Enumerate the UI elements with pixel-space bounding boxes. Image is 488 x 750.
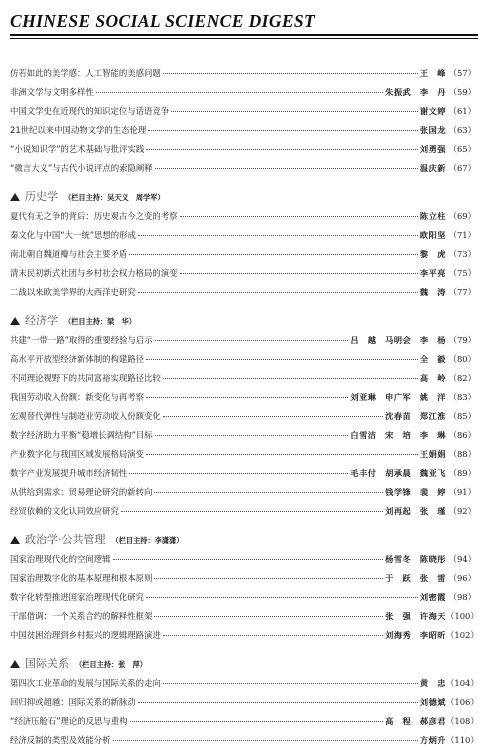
article-author: 吕 越 马明会 李 杨 <box>350 335 446 345</box>
article-author: 李平亮 <box>419 268 446 278</box>
masthead-title: CHINESE SOCIAL SCIENCE DIGEST <box>10 11 316 31</box>
article-title: 干部借调：一个关系合约的解释性框架 <box>10 611 153 621</box>
dot-leader <box>154 492 383 493</box>
article-title: 宏观替代弹性与制造业劳动收入份额变化 <box>10 411 161 421</box>
article-title: 回归抑或超越：国际关系的新脉动 <box>10 697 136 707</box>
toc-entry[interactable] <box>10 712 479 731</box>
dot-leader <box>129 254 418 255</box>
article-title: 数字经济助力平衡“稳增长调结构”目标 <box>10 430 153 440</box>
toc-entry[interactable] <box>10 693 479 712</box>
page-number: （92） <box>448 506 476 516</box>
article-author: 刘德斌 <box>419 697 446 707</box>
section-heading <box>10 650 476 674</box>
article-author: 王 峰 <box>419 68 446 78</box>
page-number: （59） <box>448 87 476 97</box>
toc-entry[interactable] <box>10 445 476 464</box>
page-number: （91） <box>448 487 476 497</box>
dot-leader <box>154 616 383 617</box>
article-author: 温庆新 <box>419 163 446 173</box>
article-author: 黎 虎 <box>419 249 446 259</box>
dot-leader <box>113 740 418 741</box>
toc-entry[interactable] <box>10 388 476 407</box>
toc-entry[interactable] <box>10 331 476 350</box>
dot-leader <box>113 559 384 560</box>
article-author: 刘亚琳 申广军 姚 洋 <box>350 392 446 402</box>
article-author: 魏 涛 <box>419 287 446 297</box>
article-title: 清末民初新式社团与乡村社会权力格局的演变 <box>10 268 178 278</box>
dot-leader <box>146 149 418 150</box>
article-title: 中国文学史在近现代的知识定位与话语竞争 <box>10 106 170 116</box>
article-title: 数字化转型推进国家治理现代化研究 <box>10 592 144 602</box>
triangle-bullet-icon <box>10 317 20 325</box>
toc-entry[interactable] <box>10 264 476 283</box>
page-number: （73） <box>448 249 476 259</box>
page-number: （83） <box>448 392 476 402</box>
toc-entry[interactable] <box>10 207 476 226</box>
section-name: 历史学 <box>25 190 58 203</box>
page-number: （88） <box>448 449 476 459</box>
dot-leader <box>163 683 418 684</box>
toc-entry[interactable] <box>10 550 476 569</box>
article-author: 刘勇强 <box>419 144 446 154</box>
toc-entry[interactable] <box>10 102 476 121</box>
page-number: （100） <box>446 611 479 621</box>
article-title: “微言大义”与古代小说评点的索隐阐释 <box>10 163 153 173</box>
article-title: 中国贫困治理到乡村振兴的逻辑理路演进 <box>10 630 161 640</box>
dot-leader <box>148 130 418 131</box>
article-title: 仿若如此的美学感：人工智能的美感问题 <box>10 68 161 78</box>
article-title: 高水平开放型经济新体制的构建路径 <box>10 354 144 364</box>
toc-entry[interactable] <box>10 464 476 483</box>
article-title: 国家治理现代化的空间逻辑 <box>10 554 111 564</box>
toc-entry[interactable] <box>10 607 479 626</box>
toc-entry[interactable] <box>10 140 476 159</box>
page-number: （106） <box>446 697 479 707</box>
article-author: 沈春苗 郑江淮 <box>385 411 446 421</box>
article-title: 不同理论视野下的共同富裕实现路径比较 <box>10 373 161 383</box>
dot-leader <box>129 473 348 474</box>
table-of-contents <box>10 64 479 750</box>
dot-leader <box>96 92 383 93</box>
section-heading <box>10 526 476 550</box>
article-title: 非洲文学与文明多样性 <box>10 87 94 97</box>
section-host: （栏目主持：张 萍） <box>75 660 147 669</box>
article-author: 张国龙 <box>419 125 446 135</box>
section-name: 经济学 <box>25 314 58 327</box>
dot-leader <box>138 702 418 703</box>
toc-entry[interactable] <box>10 283 476 302</box>
page-number: （94） <box>448 554 476 564</box>
section-name: 政治学·公共管理 <box>25 533 106 546</box>
dot-leader <box>138 292 418 293</box>
dot-leader <box>146 454 418 455</box>
dot-leader <box>163 73 418 74</box>
article-title: 数字产业发展提升城市经济韧性 <box>10 468 128 478</box>
toc-entry[interactable] <box>10 674 479 693</box>
section-name: 国际关系 <box>25 657 69 670</box>
page-number: （75） <box>448 268 476 278</box>
dot-leader <box>138 235 418 236</box>
dot-leader <box>180 216 418 217</box>
page-number: （67） <box>448 163 476 173</box>
dot-leader <box>146 597 418 598</box>
masthead-rule-thin <box>10 38 478 39</box>
page-number: （77） <box>448 287 476 297</box>
page-number: （86） <box>448 430 476 440</box>
article-author: 张 强 许海天 <box>385 611 446 621</box>
page-number: （89） <box>448 468 476 478</box>
masthead-rule <box>10 34 478 36</box>
toc-entry[interactable] <box>10 245 476 264</box>
page-number: （104） <box>446 678 479 688</box>
toc-entry[interactable] <box>10 731 479 750</box>
triangle-bullet-icon <box>10 536 20 544</box>
section-heading <box>10 183 476 207</box>
article-author: 刘海秀 李昭昕 <box>385 630 446 640</box>
article-title: 秦文化与中国“大一统”思想的形成 <box>10 230 136 240</box>
page-number: （65） <box>448 144 476 154</box>
page-number: （96） <box>448 573 476 583</box>
dot-leader <box>146 397 348 398</box>
article-author: 白雪洁 宋 培 李 琳 <box>350 430 446 440</box>
page-number: （63） <box>448 125 476 135</box>
section-host: （栏目主持：吴天义 周学军） <box>64 193 165 202</box>
article-title: 国家治理数字化的基本原理和根本原则 <box>10 573 153 583</box>
toc-entry[interactable] <box>10 83 476 102</box>
article-title: 产业数字化与我国区域发展格局演变 <box>10 449 144 459</box>
dot-leader <box>180 273 418 274</box>
page-number: （57） <box>448 68 476 78</box>
article-title: 夏代有无之争的背后：历史观古今之变的考察 <box>10 211 178 221</box>
article-author: 谢文婷 <box>419 106 446 116</box>
article-author: 高 程 郝彦君 <box>385 716 446 726</box>
article-title: “小说知识学”的艺术基础与批评实践 <box>10 144 145 154</box>
dot-leader <box>163 416 383 417</box>
article-author: 杨雪冬 陈晓彤 <box>385 554 446 564</box>
article-author: 朱振武 李 丹 <box>385 87 446 97</box>
toc-entry[interactable] <box>10 588 476 607</box>
article-title: 从供给到需求：贸易理论研究的新转向 <box>10 487 153 497</box>
article-title: 二战以来欧美学界的大西洋史研究 <box>10 287 136 297</box>
article-author: 黄 忠 <box>419 678 446 688</box>
article-author: 全 毅 <box>419 354 446 364</box>
article-title: 经贸依赖的文化认同效应研究 <box>10 506 119 516</box>
page-number: （102） <box>446 630 479 640</box>
article-title: 第四次工业革命的发展与国际关系的走向 <box>10 678 161 688</box>
masthead <box>10 10 478 39</box>
toc-entry[interactable] <box>10 407 476 426</box>
article-author: 刘再起 张 瑾 <box>385 506 446 516</box>
toc-entry[interactable] <box>10 502 476 521</box>
toc-entry[interactable] <box>10 426 476 445</box>
article-title: “经济压舱石”理论的反思与重构 <box>10 716 128 726</box>
toc-entry[interactable] <box>10 569 476 588</box>
toc-entry[interactable] <box>10 369 476 388</box>
article-author: 毛丰付 胡承晨 魏亚飞 <box>350 468 446 478</box>
article-title: 南北朝自魏道瓣与社会主要矛盾 <box>10 249 128 259</box>
page-number: （71） <box>448 230 476 240</box>
page-number: （69） <box>448 211 476 221</box>
dot-leader <box>155 435 349 436</box>
article-author: 刘密霞 <box>419 592 446 602</box>
article-author: 王娟娟 <box>419 449 446 459</box>
dot-leader <box>154 578 383 579</box>
article-title: 我国劳动收入份额：新变化与再考察 <box>10 392 144 402</box>
page-number: （80） <box>448 354 476 364</box>
section-heading <box>10 307 476 331</box>
page-number: （79） <box>448 335 476 345</box>
dot-leader <box>171 111 418 112</box>
page-number: （110） <box>446 735 479 745</box>
page-number: （98） <box>448 592 476 602</box>
toc-entry[interactable] <box>10 226 476 245</box>
article-author: 于 跃 张 雷 <box>385 573 446 583</box>
toc-entry[interactable] <box>10 121 476 140</box>
triangle-bullet-icon <box>10 660 20 668</box>
toc-entry[interactable] <box>10 350 476 369</box>
article-author: 方炳升 <box>419 735 446 745</box>
page-number: （108） <box>446 716 479 726</box>
section-host: （栏目主持：李潇潇） <box>111 536 184 545</box>
dot-leader <box>146 359 418 360</box>
article-title: 共建“一带一路”取得的重要经验与启示 <box>10 335 153 345</box>
dot-leader <box>155 168 418 169</box>
article-author: 钱学锋 裴 婷 <box>385 487 446 497</box>
toc-entry[interactable] <box>10 483 476 502</box>
dot-leader <box>155 340 349 341</box>
toc-entry[interactable] <box>10 64 476 83</box>
page-number: （82） <box>448 373 476 383</box>
page-number: （85） <box>448 411 476 421</box>
article-author: 欧阳坚 <box>419 230 446 240</box>
toc-entry[interactable] <box>10 159 476 178</box>
article-title: 经济反制的类型及效能分析 <box>10 735 111 745</box>
section-host: （栏目主持：梁 华） <box>64 317 136 326</box>
dot-leader <box>163 378 418 379</box>
article-author: 陈立柱 <box>419 211 446 221</box>
dot-leader <box>163 635 383 636</box>
article-author: 高 岭 <box>419 373 446 383</box>
triangle-bullet-icon <box>10 193 20 201</box>
toc-entry[interactable] <box>10 626 479 645</box>
page-number: （61） <box>448 106 476 116</box>
article-title: 21世纪以来中国动物文学的生态伦理 <box>10 125 147 135</box>
dot-leader <box>130 721 384 722</box>
dot-leader <box>121 511 383 512</box>
